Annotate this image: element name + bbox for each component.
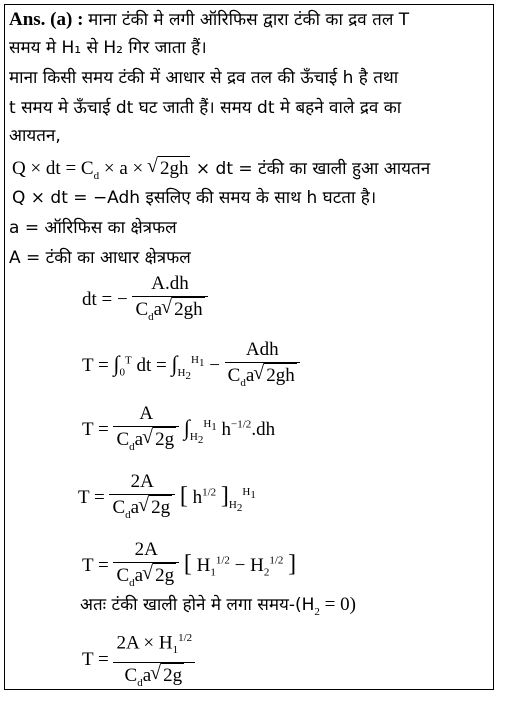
answer-label: Ans. (a) : bbox=[9, 9, 84, 30]
definition-A: A = टंकी का आधार क्षेत्रफल bbox=[9, 248, 191, 268]
sqrt-2g-T3: √ 2g bbox=[149, 495, 172, 520]
equation-T1: $T = \int_0^T$ dt = $\int_{H_2}^{H_1}$ − $\frac{\text{Adh}}{C_da√ 2gh}$ bbox=[82, 338, 300, 395]
sqrt-2g-T4: √ 2g bbox=[153, 563, 176, 588]
eq1-mid: × a × bbox=[99, 158, 148, 179]
equation-dt: dt = − $\frac{A.dh}{C_da√ 2gh}$ bbox=[82, 272, 208, 329]
note-time: अतः टंकी खाली होने मे लगा समय-$(H_2 = 0)$ bbox=[80, 594, 356, 618]
equation-T-final: T = $\frac{2A \times H_1^{1/2}}{C_da√ 2g}$ bbox=[82, 626, 195, 695]
note-time-text: अतः टंकी खाली होने मे लगा समय-(H bbox=[80, 595, 315, 615]
equation-2 bbox=[12, 186, 376, 210]
answer-text-3: माना किसी समय टंकी में आधार से द्रव तल की ऊँचाई h है तथा bbox=[9, 68, 399, 88]
sqrt-2g-T2: √ 2g bbox=[153, 427, 176, 452]
equation-T3: T = $\frac{2A}{C_da√ 2g}$ [ $h^{1/2}$ ]$_{H_2}^{H_1}$ bbox=[78, 470, 256, 527]
sqrt-2gh-dt: √ 2gh bbox=[172, 297, 205, 322]
answer-line-1 bbox=[9, 8, 409, 32]
definition-a: a = ऑरिफिस का क्षेत्रफल bbox=[9, 218, 177, 238]
note-time-end: = 0) bbox=[319, 594, 356, 615]
eq2-text: Q × dt = −Adh इसलिए की समय के साथ h घटता है। bbox=[12, 188, 377, 208]
eq1-right: × dt = टंकी का खाली हुआ आयतन bbox=[190, 159, 431, 179]
sqrt-2gh-T1: √ 2gh bbox=[264, 363, 297, 388]
equation-T4: T = $\frac{2A}{C_da√ 2g}$ [ $H_1^{1/2} - H_2^{1/2}$ ] bbox=[82, 538, 296, 595]
answer-text-5: आयतन, bbox=[9, 126, 61, 146]
eq1-left: Q × dt = C bbox=[12, 158, 94, 179]
answer-text-4: t समय मे ऊँचाई dt घट जाती हैं। समय dt मे बहने वाले द्रव का bbox=[9, 98, 402, 118]
equation-T2: T = $\frac{A}{C_da√ 2g}$ $\int_{H_2}^{H_1}$ $h^{-1/2}.dh$ bbox=[82, 402, 275, 459]
equation-1: Q × dt = $C_d \times a$ × √ 2gh × dt = टंकी का खाली हुआ आयतन bbox=[12, 156, 430, 188]
answer-text-1: माना टंकी मे लगी ऑरिफिस द्वारा टंकी का द्रव तल T bbox=[88, 10, 410, 30]
sqrt-2gh: √ 2gh bbox=[158, 156, 191, 181]
sqrt-2g-final: √ 2g bbox=[161, 663, 184, 688]
answer-text-2: समय मे H₁ से H₂ गिर जाता हैं। bbox=[9, 38, 207, 58]
